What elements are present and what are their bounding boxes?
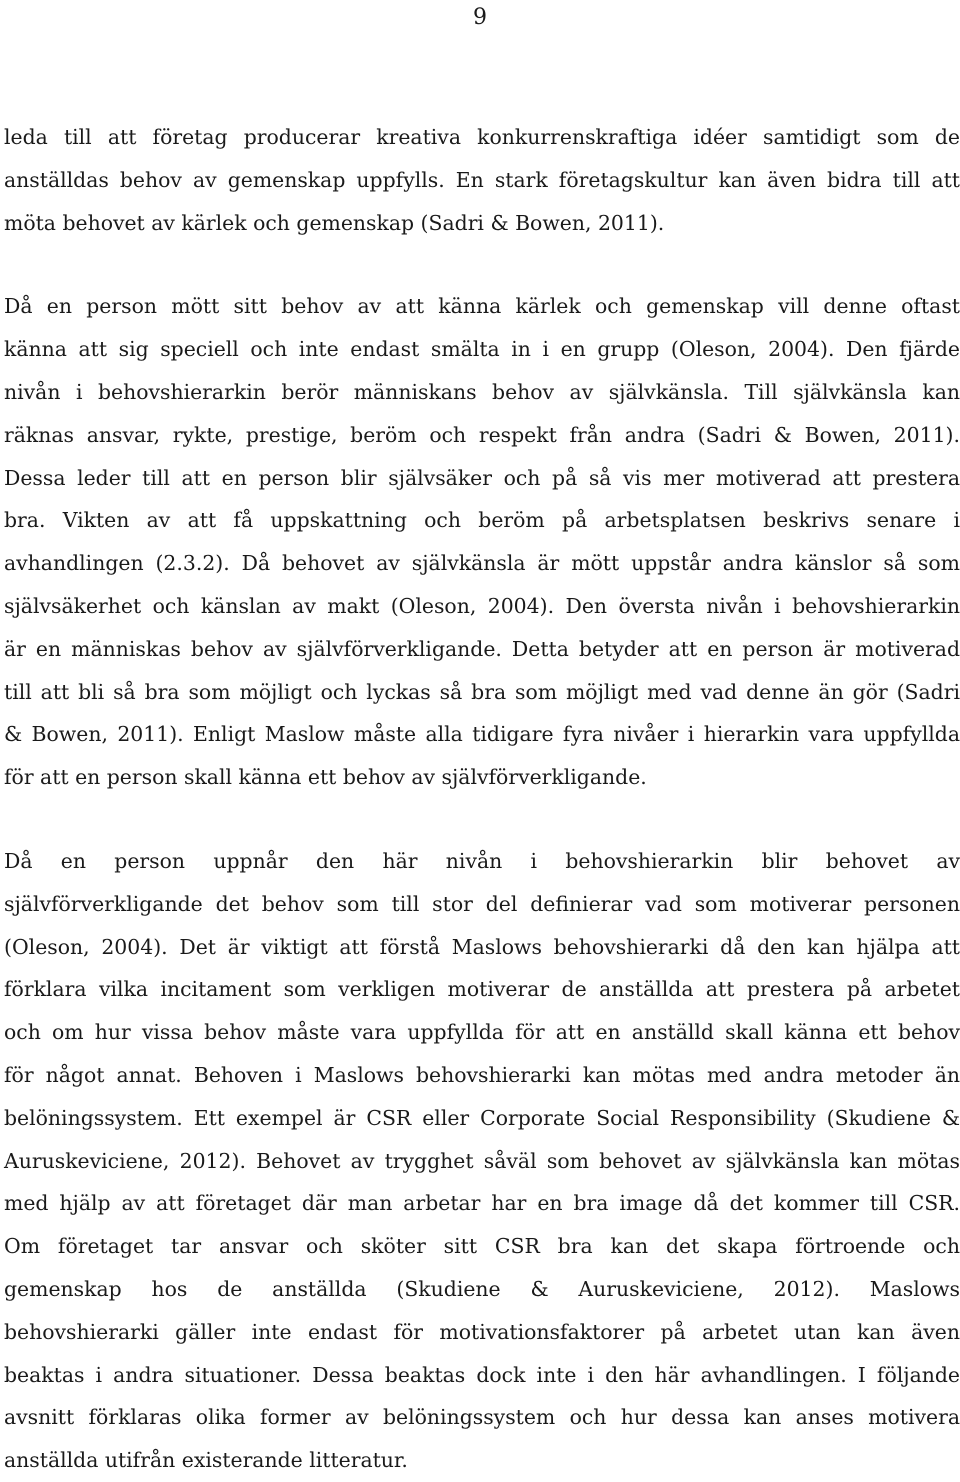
text-line: beaktas i andra situationer. Dessa beaktas dock inte i den här avhandlingen. I följande	[4, 1362, 960, 1387]
text-line: nivån i behovshierarkin berör människans behov av självkänsla. Till självkänsla kan	[4, 379, 960, 404]
text-line: avhandlingen (2.3.2). Då behovet av självkänsla är mött uppstår andra känslor så som	[4, 551, 960, 576]
text-line: Dessa leder till att en person blir självsäker och på så vis mer motiverad att prestera	[4, 465, 960, 490]
text-line: & Bowen, 2011). Enligt Maslow måste alla tidigare fyra nivåer i hierarkin vara uppfyllda	[4, 722, 960, 747]
text-line: är en människas behov av självförverkligande. Detta betyder att en person är motiverad	[4, 636, 960, 661]
text-line: Auruskeviciene, 2012). Behovet av trygghet såväl som behovet av självkänsla kan mötas	[4, 1148, 960, 1173]
paragraph-spacer	[4, 244, 960, 285]
text-line: behovshierarki gäller inte endast för motivationsfaktorer på arbetet utan kan även	[4, 1319, 960, 1344]
text-line: bra. Vikten av att få uppskattning och beröm på arbetsplatsen beskrivs senare i	[4, 508, 960, 533]
text-line: avsnitt förklaras olika former av belöningssystem och hur dessa kan anses motivera	[4, 1405, 960, 1430]
text-line: Då en person mött sitt behov av att känna kärlek och gemenskap vill denne oftast	[4, 294, 960, 319]
text-line: självsäkerhet och känslan av makt (Oleson, 2004). Den översta nivån i behovshierarkin	[4, 593, 960, 618]
text-line: möta behovet av kärlek och gemenskap (Sadri & Bowen, 2011).	[4, 210, 665, 235]
paragraph-1	[4, 116, 960, 244]
text-line: anställdas behov av gemenskap uppfylls. En stark företagskultur kan även bidra till att	[4, 167, 960, 192]
text-line: (Oleson, 2004). Det är viktigt att förstå Maslows behovshierarki då den kan hjälpa att	[4, 934, 960, 959]
text-line: Då en person uppnår den här nivån i behovshierarkin blir behovet av	[4, 848, 960, 873]
text-line: anställda utifrån existerande litteratur.	[4, 1448, 408, 1473]
paragraph-2	[4, 285, 960, 799]
text-line: känna att sig speciell och inte endast smälta in i en grupp (Oleson, 2004). Den fjärde	[4, 337, 960, 362]
text-line: för att en person skall känna ett behov av självförverkligande.	[4, 765, 647, 790]
text-line: med hjälp av att företaget där man arbetar har en bra image då det kommer till CSR.	[4, 1191, 960, 1216]
text-line: för något annat. Behoven i Maslows behovshierarki kan mötas med andra metoder än	[4, 1062, 960, 1087]
text-line: förklara vilka incitament som verkligen motiverar de anställda att prestera på arbetet	[4, 977, 960, 1002]
document-body	[4, 116, 960, 1482]
paragraph-3	[4, 840, 960, 1482]
text-line: räknas ansvar, rykte, prestige, beröm och respekt från andra (Sadri & Bowen, 2011).	[4, 422, 960, 447]
text-line: till att bli så bra som möjligt och lyckas så bra som möjligt med vad denne än gör (Sadri	[4, 679, 960, 704]
text-line: leda till att företag producerar kreativa konkurrenskraftiga idéer samtidigt som de	[4, 125, 960, 149]
text-line: Om företaget tar ansvar och sköter sitt CSR bra kan det skapa förtroende och	[4, 1234, 960, 1259]
text-line: gemenskap hos de anställda (Skudiene & Auruskeviciene, 2012). Maslows	[4, 1276, 960, 1301]
text-line: och om hur vissa behov måste vara uppfyllda för att en anställd skall känna ett behov	[4, 1020, 960, 1045]
text-line: belöningssystem. Ett exempel är CSR eller Corporate Social Responsibility (Skudiene &	[4, 1105, 960, 1130]
paragraph-spacer	[4, 799, 960, 840]
page-number: 9	[473, 5, 487, 30]
text-line: självförverkligande det behov som till stor del definierar vad som motiverar personen	[4, 891, 960, 916]
